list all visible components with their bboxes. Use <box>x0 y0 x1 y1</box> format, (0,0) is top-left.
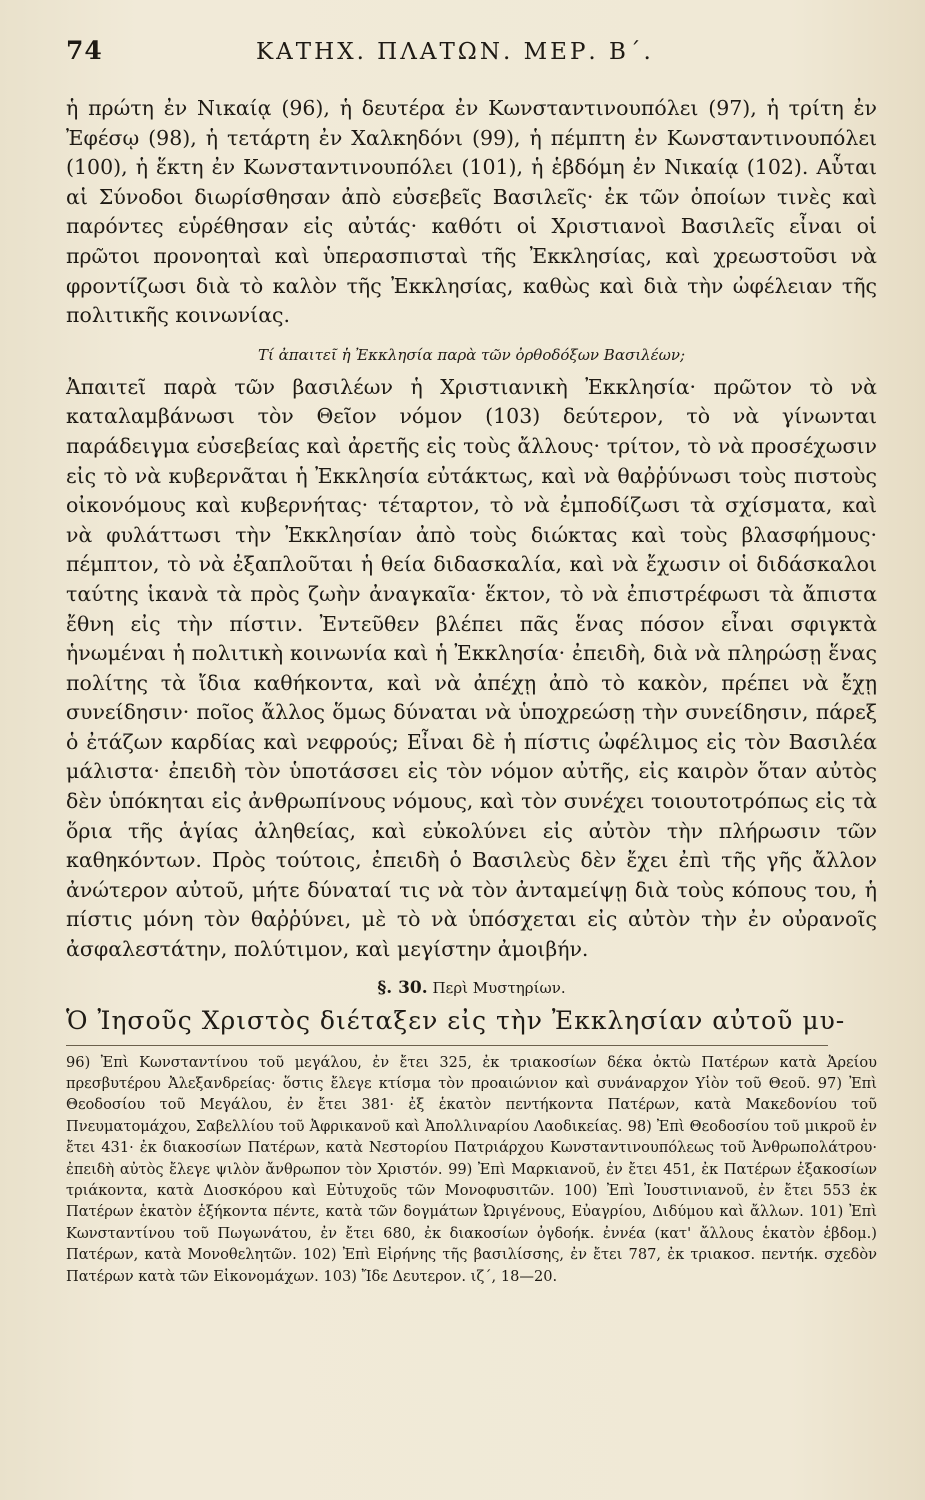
page-number: 74 <box>66 36 103 65</box>
paragraph-answer: Ἀπαιτεῖ παρὰ τῶν βασιλέων ἡ Χριστιανικὴ Ἐκκλησία· πρῶτον τὸ νὰ καταλαμβάνωσι τὸν Θεῖον νόμον (103) δεύτερον, τὸ νὰ γίνωνται παράδειγμα εὐσεβείας καὶ ἀρετῆς εἰς τοὺς ἄλλους· τρίτον, τὸ νὰ προσέχωσιν εἰς τὸ νὰ κυβερνᾶται ἡ Ἐκκλησία εὐτάκτως, καὶ νὰ θαῤῥύνωσι τοὺς πιστοὺς οἰκονόμους καὶ κυβερνήτας· τέταρτον, τὸ νὰ ἐμποδίζωσι τὰ σχίσματα, καὶ νὰ φυλάττωσι τὴν Ἐκκλησίαν ἀπὸ τοὺς διώκτας καὶ τοὺς βλασφήμους· πέμπτον, τὸ νὰ ἐξαπλοῦται ἡ θεία διδασκαλία, καὶ νὰ ἔχωσιν οἱ διδάσκαλοι ταύτης ἱκανὰ τὰ πρὸς ζωὴν ἀναγκαῖα· ἕκτον, τὸ νὰ ἐπιστρέφωσι τὰ ἄπιστα ἔθνη εἰς τὴν πίστιν. Ἐντεῦθεν βλέπει πᾶς ἕνας πόσον εἶναι σφιγκτὰ ἡνωμέναι ἡ πολιτικὴ κοινωνία καὶ ἡ Ἐκκλησία· ἐπειδὴ, διὰ νὰ πληρώσῃ ἕνας πολίτης τὰ ἴδια καθήκοντα, καὶ νὰ ἀπέχῃ ἀπὸ τὸ κακὸν, πρέπει νὰ ἔχῃ συνείδησιν· ποῖος ἄλλος ὅμως δύναται νὰ ὑποχρεώσῃ τὴν συνείδησιν, πάρεξ ὁ ἐτάζων καρδίας καὶ νεφρούς; Εἶναι δὲ ἡ πίστις ὠφέλιμος εἰς τὸν Βασιλέα μάλιστα· ἐπειδὴ τὸν ὑποτάσσει εἰς τὸν νόμον αὐτῆς, εἰς καιρὸν ὅταν αὐτὸς δὲν ὑπόκηται εἰς ἀνθρωπίνους νόμους, καὶ τὸν συνέχει τοιουτοτρόπως εἰς τὰ ὅρια τῆς ἁγίας ἀληθείας, καὶ εὐκολύνει εἰς αὐτὸν τὴν πλήρωσιν τῶν καθηκόντων. Πρὸς τούτοις, ἐπειδὴ ὁ Βασιλεὺς δὲν ἔχει ἐπὶ τῆς γῆς ἄλλον ἀνώτερον αὐτοῦ, μήτε δύναταί τις νὰ τὸν ἀνταμείψῃ διὰ τοὺς κόπους του, ἡ πίστις μόνη τὸν θαῤῥύνει, μὲ τὸ νὰ ὑπόσχεται εἰς αὐτὸν τὴν ἐν οὐρανοῖς ἀσφαλεστάτην, πολύτιμον, καὶ μεγίστην ἀμοιβήν. <box>66 374 877 962</box>
running-head <box>66 36 877 80</box>
paragraph-councils: ἡ πρώτη ἐν Νικαίᾳ (96), ἡ δευτέρα ἐν Κωνσταντινουπόλει (97), ἡ τρίτη ἐν Ἐφέσῳ (98), ἡ τετάρτη ἐν Χαλκηδόνι (99), ἡ πέμπτη ἐν Κωνσταντινουπόλει (100), ἡ ἕκτη ἐν Κωνσταντινουπόλει (101), ἡ ἑβδόμη ἐν Νικαίᾳ (102). Αὗται αἱ Σύνοδοι διωρίσθησαν ἀπὸ εὐσεβεῖς Βασιλεῖς· ἐκ τῶν ὁποίων τινὲς καὶ παρόντες εὑρέθησαν εἰς αὐτάς· καθότι οἱ Χριστιανοὶ Βασιλεῖς εἶναι οἱ πρῶτοι προνοηταὶ καὶ ὑπερασπισταὶ τῆς Ἐκκλησίας, καὶ χρεωστοῦσι νὰ φροντίζωσι διὰ τὸ καλὸν τῆς Ἐκκλησίας, καθὼς καὶ διὰ τὴν ὠφέλειαν τῆς πολιτικῆς κοινωνίας. <box>66 96 877 328</box>
footnotes <box>66 1052 877 1287</box>
section-number: §. 30. <box>377 977 428 998</box>
running-head-title: ΚΑΤΗΧ. ΠΛΑΤΩΝ. ΜΕΡ. Β΄. <box>256 39 654 65</box>
section-title: Περὶ Μυστηρίων. <box>432 978 566 997</box>
footnote-divider <box>66 1045 828 1046</box>
section-heading <box>66 977 877 999</box>
section-opening-line: Ὁ Ἰησοῦς Χριστὸς διέταξεν εἰς τὴν Ἐκκλησίαν αὐτοῦ μυ- <box>66 1005 846 1035</box>
footnote-text: 96) Ἐπὶ Κωνσταντίνου τοῦ μεγάλου, ἐν ἔτει 325, ἐκ τριακοσίων δέκα ὀκτὼ Πατέρων κατὰ Ἀρείου πρεσβυτέρου Ἀλεξανδρείας· ὅστις ἔλεγε κτίσμα τὸν προαιώνιον καὶ συνάναρχον Υἱὸν τοῦ Θεοῦ. 97) Ἐπὶ Θεοδοσίου τοῦ Μεγάλου, ἐν ἔτει 381· ἐξ ἑκατὸν πεντήκοντα Πατέρων, κατὰ Μακεδονίου τοῦ Πνευματομάχου, Σαβελλίου τοῦ Ἀφρικανοῦ καὶ Ἀπολλιναρίου Λαοδικείας. 98) Ἐπὶ Θεοδοσίου τοῦ μικροῦ ἐν ἔτει 431· ἐκ διακοσίων Πατέρων, κατὰ Νεστορίου Πατριάρχου Κωνσταντινουπόλεως τοῦ Ἀνθρωπολάτρου· ἐπειδὴ αὐτὸς ἔλεγε ψιλὸν ἄνθρωπον τὸν Χριστόν. 99) Ἐπὶ Μαρκιανοῦ, ἐν ἔτει 451, ἐκ Πατέρων ἑξακοσίων τριάκοντα, κατὰ Διοσκόρου καὶ Εὐτυχοῦς τῶν Μονοφυσιτῶν. 100) Ἐπὶ Ἰουστινιανοῦ, ἐν ἔτει 553 ἐκ Πατέρων ἑκατὸν ἑξήκοντα πέντε, κατὰ τῶν δογμάτων Ὠριγένους, Εὐαγρίου, Διδύμου καὶ ἄλλων. 101) Ἐπὶ Κωνσταντίνου τοῦ Πωγωνάτου, ἐν ἔτει 680, ἐκ διακοσίων ὀγδοήκ. ἐννέα (κατ' ἄλλους ἑκατὸν ἑβδομ.) Πατέρων, κατὰ Μονοθελητῶν. 102) Ἐπὶ Εἰρήνης τῆς βασιλίσσης, ἐν ἔτει 787, ἐκ τριακοσ. πεντήκ. σχεδὸν Πατέρων κατὰ τῶν Εἰκονομάχων. 103) Ἴδε Δευτερον. ιζ΄, 18—20. <box>66 1053 877 1285</box>
question-heading: Τί ἀπαιτεῖ ἡ Ἐκκλησία παρὰ τῶν ὀρθοδόξων Βασιλέων; <box>257 345 686 364</box>
main-text <box>66 94 877 1039</box>
